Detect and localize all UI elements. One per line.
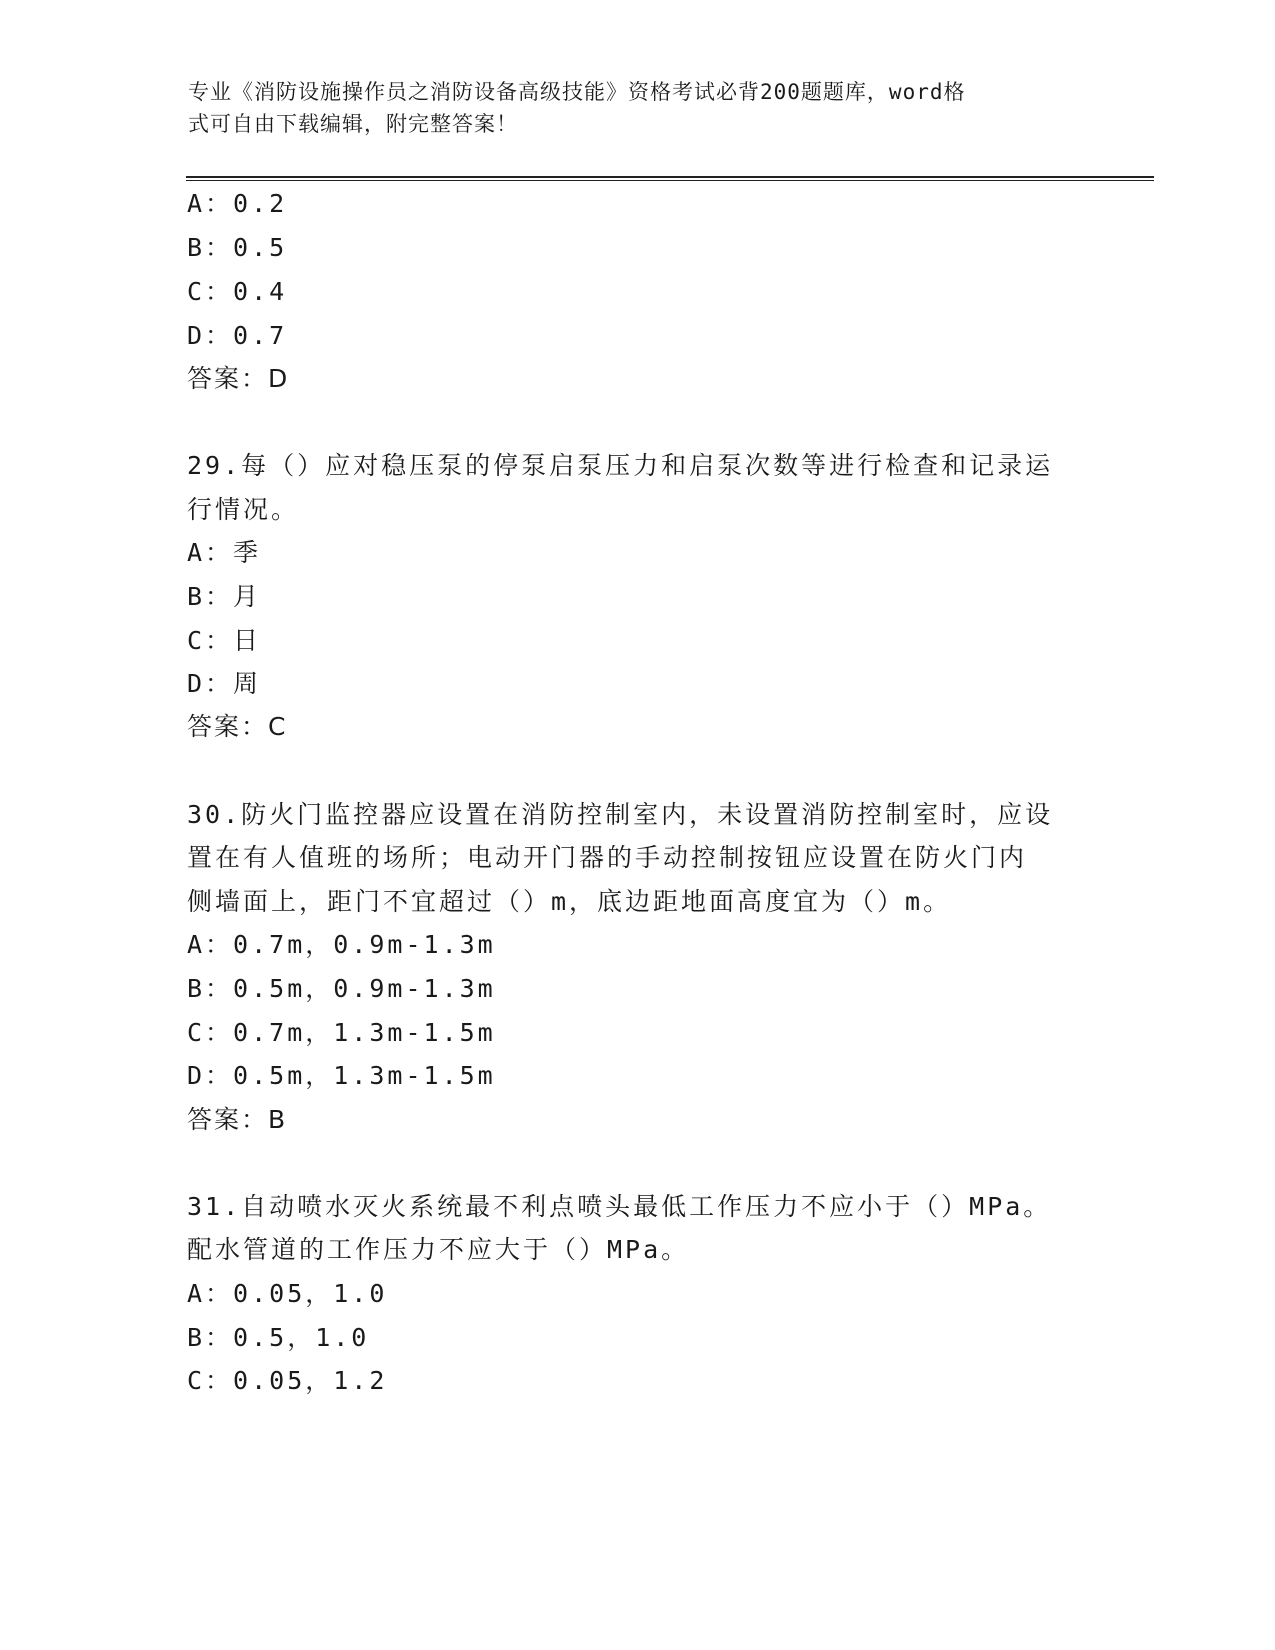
option-c: C：0.7m，1.3m-1.5m: [187, 1018, 496, 1047]
question-29-stem-line-1: 29.每（）应对稳压泵的停泵启泵压力和启泵次数等进行检查和记录运: [187, 451, 1054, 480]
question-31-stem-line-2: 配水管道的工作压力不应大于（）MPa。: [187, 1235, 690, 1264]
answer-line: 答案：D: [187, 364, 290, 393]
answer-line: 答案：C: [187, 712, 288, 741]
option-b: B：0.5: [187, 233, 288, 262]
option-b: B：0.5m，0.9m-1.3m: [187, 974, 496, 1003]
option-d: D：0.5m，1.3m-1.5m: [187, 1061, 496, 1090]
question-29-stem-line-2: 行情况。: [187, 495, 300, 524]
header-divider: [186, 176, 1154, 181]
question-31-stem-line-1: 31.自动喷水灭火系统最不利点喷头最低工作压力不应小于（）MPa。: [187, 1192, 1052, 1221]
option-c: C：0.05，1.2: [187, 1366, 388, 1395]
option-c: C：日: [187, 626, 262, 655]
option-a: A：0.7m，0.9m-1.3m: [187, 930, 496, 959]
header-line-1: 专业《消防设施操作员之消防设备高级技能》资格考试必背200题题库，word格: [188, 80, 966, 104]
option-b: B：月: [187, 582, 262, 611]
option-a: A：季: [187, 538, 262, 567]
option-c: C：0.4: [187, 277, 288, 306]
option-d: D：周: [187, 669, 262, 698]
page-header: [188, 76, 1068, 140]
option-d: D：0.7: [187, 321, 288, 350]
question-30-stem-line-2: 置在有人值班的场所；电动开门器的手动控制按钮应设置在防火门内: [187, 843, 1028, 872]
header-line-2: 式可自由下载编辑，附完整答案！: [188, 112, 518, 136]
answer-line: 答案：B: [187, 1105, 288, 1134]
question-30-stem-line-1: 30.防火门监控器应设置在消防控制室内，未设置消防控制室时，应设: [187, 800, 1054, 829]
option-b: B：0.5，1.0: [187, 1323, 370, 1352]
option-a: A：0.05，1.0: [187, 1279, 388, 1308]
question-30-stem-line-3: 侧墙面上，距门不宜超过（）m，底边距地面高度宜为（）m。: [187, 887, 952, 916]
option-a: A：0.2: [187, 189, 288, 218]
